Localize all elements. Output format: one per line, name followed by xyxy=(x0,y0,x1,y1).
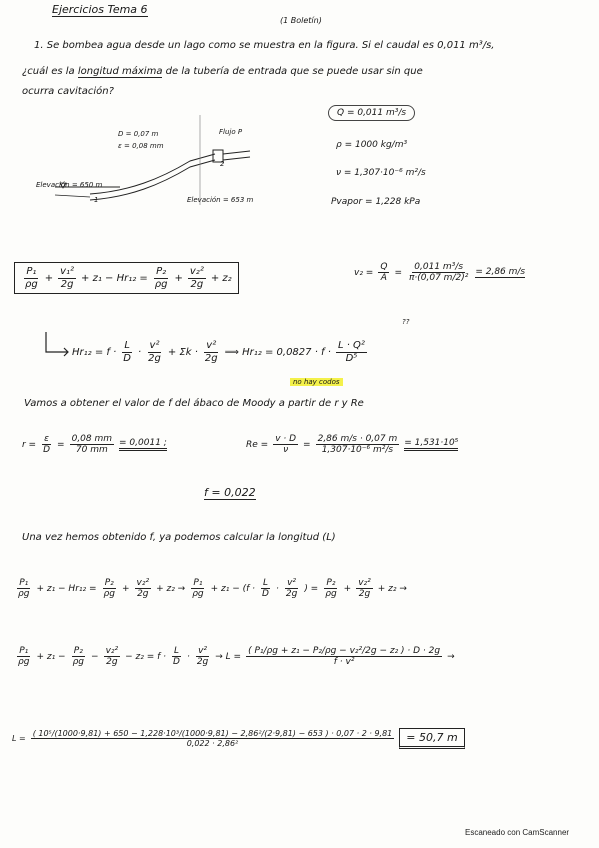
losses-ld-frac xyxy=(121,340,133,364)
step1-2g-b: 2g xyxy=(285,589,298,600)
velocity-q: Q xyxy=(380,262,388,272)
bernoulli-p2-frac xyxy=(153,266,170,290)
step2-p2: P₂ xyxy=(73,646,83,656)
roughness-e: ε xyxy=(44,434,50,444)
roughness-eq: = xyxy=(57,439,65,450)
step2-den: f · v² xyxy=(333,657,355,668)
velocity-den: π·(0,07 m/2)² xyxy=(408,273,469,284)
step2-L-frac xyxy=(246,646,442,668)
losses-note-text: no hay codos xyxy=(290,378,343,386)
velocity-eq: = xyxy=(394,267,402,278)
step1-rg-2: ρg xyxy=(103,589,115,600)
reynolds-nu: ν xyxy=(283,445,289,456)
problem-number: 1. xyxy=(34,40,44,51)
step1-v: v² xyxy=(287,578,297,588)
losses-note xyxy=(290,378,343,386)
reynolds-den: 1,307·10⁻⁶ m²/s xyxy=(321,445,394,456)
losses-v2g-frac xyxy=(146,340,163,364)
ground-line xyxy=(55,195,90,197)
losses-2g: 2g xyxy=(148,352,161,364)
step2-tail: → xyxy=(447,651,455,662)
friction-result xyxy=(204,486,256,499)
step1-p1-frac xyxy=(16,578,31,600)
figure-point-2: 2 xyxy=(220,160,225,168)
step1-rg: ρg xyxy=(18,589,30,600)
length-step-2: $\frac{\text{P₁}}{\rho g}$ + z₁ − $\frac{\text{P₂}}{\rho g}$ − $\frac{\text{v₂²}}{2g}$ − z₂ = f · $\frac{L}{D}$ · $\frac{\text{v²}}{2g}$ → L = $\frac{\text{( P₁/ρg + z₁ − P₂/ρg − v₂²/2g − z₂ ) · D · 2g}}{\text{f · v²}}$ → xyxy=(18,646,455,668)
pipe-figure xyxy=(50,105,280,225)
problem-text-underlined: longitud máxima xyxy=(77,66,163,77)
step2-p2-frac xyxy=(71,646,86,668)
step1-v2-frac xyxy=(135,578,152,600)
losses-arrow-text: ⟹ Hr₁₂ = 0,0827 · f · xyxy=(224,346,331,358)
step3-num: ( 10⁵/(1000·9,81) + 650 − 1,228·10³/(1000·9,81) − 2,86²/(2·9,81) − 653 ) · 0,07 · 2 · 9,81 xyxy=(32,728,393,738)
step2-d: D xyxy=(173,657,180,668)
step2-c: → L = xyxy=(215,651,242,662)
step1-rg-3: ρg xyxy=(192,589,204,600)
velocity-qa-frac xyxy=(378,262,389,284)
step1-p1: P₁ xyxy=(19,578,29,588)
step1-e: + z₂ → xyxy=(377,583,407,594)
bernoulli-2g-2: 2g xyxy=(190,278,204,290)
figure-roughness-label: ε = 0,08 mm xyxy=(118,142,164,150)
velocity-num: 0,011 m³/s xyxy=(414,262,464,272)
step1-c: + z₁ − (f · xyxy=(210,583,256,594)
losses-lq-frac xyxy=(336,340,367,364)
velocity-a: A xyxy=(380,273,387,284)
step2-l: L xyxy=(173,646,179,656)
figure-pump-label: Flujo P xyxy=(219,128,243,136)
step2-num: ( P₁/ρg + z₁ − P₂/ρg − v₂²/2g − z₂ ) · D · 2g xyxy=(248,646,441,656)
bernoulli-rhog-2: ρg xyxy=(154,278,168,290)
losses-question: ?? xyxy=(402,318,410,326)
roughness-d: D xyxy=(43,445,51,456)
losses-2g-b: 2g xyxy=(204,352,218,364)
bernoulli-p1: P₁ xyxy=(26,266,37,277)
step1-a: + z₁ − Hr₁₂ = xyxy=(36,583,97,594)
losses-d: D xyxy=(123,352,131,364)
velocity-lhs: v₂ = xyxy=(354,267,374,278)
losses-equation: Hr₁₂ = f · $\frac{L}{D}$ · $\frac{\text{v²}}{2g}$ + Σk · $\frac{\text{v²}}{2g}$ ⟹ Hr₁₂ = 0,0827 · f · $\frac{\text{L · Q²}}{\text{D⁵}}$ xyxy=(72,340,365,364)
step1-p2-frac xyxy=(102,578,117,600)
step2-v2-frac xyxy=(104,646,121,668)
given-density: ρ = 1000 kg/m³ xyxy=(336,140,408,150)
losses-arrow-icon xyxy=(42,330,72,360)
velocity-equation xyxy=(354,262,525,284)
reynolds-result: = 1,531·10⁵ xyxy=(404,438,458,451)
bernoulli-p2: P₂ xyxy=(156,266,167,277)
losses-l: L xyxy=(124,340,130,351)
given-viscosity: ν = 1,307·10⁻⁶ m²/s xyxy=(336,168,426,178)
length-intro: Una vez hemos obtenido f, ya podemos calcular la longitud (L) xyxy=(22,532,336,543)
problem-line-1 xyxy=(34,40,494,51)
outlet-pipe xyxy=(223,151,250,160)
step2-rg-2: ρg xyxy=(72,657,85,668)
step3-den: 0,022 · 2,86² xyxy=(186,739,239,748)
bernoulli-v2-frac xyxy=(188,266,206,290)
bernoulli-v2sq: v₂² xyxy=(189,266,204,277)
figure-point-1: 1 xyxy=(94,196,99,204)
reynolds-num-frac xyxy=(316,434,400,456)
step1-d-text: ) = xyxy=(304,583,319,594)
step1-rg-4: ρg xyxy=(325,589,337,600)
step1-l: L xyxy=(263,578,269,588)
roughness-num: 0,08 mm xyxy=(71,434,113,444)
losses-sumk: + Σk · xyxy=(167,346,198,358)
bernoulli-mid: + z₁ − Hr₁₂ = xyxy=(81,272,148,284)
given-vapor-pressure: Pvapor = 1,228 kPa xyxy=(331,197,421,207)
step1-ld-frac xyxy=(260,578,271,600)
roughness-num-frac xyxy=(70,434,114,456)
losses-v2: v² xyxy=(149,340,160,351)
roughness-equation xyxy=(22,434,167,456)
step1-p1-frac-2 xyxy=(190,578,205,600)
problem-line-2 xyxy=(22,66,423,77)
step1-v2-frac-2 xyxy=(356,578,373,600)
reynolds-equation xyxy=(246,434,458,456)
bernoulli-2g-1: 2g xyxy=(60,278,74,290)
step2-2g: 2g xyxy=(106,657,118,668)
bernoulli-z2: + z₂ xyxy=(210,272,232,284)
step1-v2: v₂² xyxy=(136,578,150,588)
reynolds-num: 2,86 m/s · 0,07 m xyxy=(317,434,398,444)
figure-elevation-left: Elevación = 650 m xyxy=(36,181,103,189)
step1-2g-c: 2g xyxy=(358,589,371,600)
bernoulli-p1-frac xyxy=(23,266,40,290)
step1-p2-frac-2 xyxy=(323,578,338,600)
length-step-1: $\frac{\text{P₁}}{\rho g}$ + z₁ − Hr₁₂ = $\frac{\text{P₂}}{\rho g}$ + $\frac{\text{v₂²}}{2g}$ + z₂ → $\frac{\text{P₁}}{\rho g}$ + z₁ − (f · $\frac{L}{D}$ · $\frac{\text{v²}}{2g}$ ) = $\frac{\text{P₂}}{\rho g}$ + $\frac{\text{v₂²}}{2g}$ + z₂ → xyxy=(18,578,407,600)
figure-elevation-pump: Elevación = 653 m xyxy=(187,196,254,204)
step3-frac xyxy=(31,729,395,748)
bernoulli-v1sq: v₁² xyxy=(60,266,75,277)
bernoulli-box: $\frac{\text{P₁}}{\rho g}$ + $\frac{\text{v₁²}}{2g}$ + z₁ − Hr₁₂ = $\frac{\text{P₂}}{\rho g}$ + $\frac{\text{v₂²}}{2g}$ + z₂ xyxy=(14,262,239,294)
step1-p2: P₂ xyxy=(104,578,114,588)
bernoulli-rhog-1: ρg xyxy=(25,278,38,290)
friction-result-text: f = 0,022 xyxy=(204,486,256,499)
step1-v2-b: v₂² xyxy=(358,578,371,588)
roughness-den: 70 mm xyxy=(75,445,108,456)
losses-start: Hr₁₂ = f · xyxy=(72,346,117,358)
step1-p2-b: P₂ xyxy=(326,578,336,588)
step1-b: + z₂ → xyxy=(156,583,186,594)
pipe-upper xyxy=(90,154,215,194)
step1-2g: 2g xyxy=(137,589,149,600)
step2-p1-frac xyxy=(16,646,31,668)
step3-L: L = xyxy=(12,734,26,743)
step2-2g-b: 2g xyxy=(196,657,209,668)
step1-d: D xyxy=(262,589,269,600)
velocity-result: = 2,86 m/s xyxy=(475,267,526,278)
losses-d5: D⁵ xyxy=(345,352,358,364)
losses-v2-b: v² xyxy=(206,340,217,351)
step3-result: = 50,7 m xyxy=(399,728,464,749)
roughness-r: r = xyxy=(22,439,37,450)
step1-vg-frac xyxy=(284,578,299,600)
step2-a: + z₁ − xyxy=(36,651,66,662)
length-step-3 xyxy=(12,728,465,749)
reynolds-vd: v · D xyxy=(275,434,297,444)
step2-b: − z₂ = f · xyxy=(125,651,166,662)
step2-vg-frac xyxy=(195,646,210,668)
problem-text-1: Se bombea agua desde un lago como se muestra en la figura. Si el caudal es 0,011 m³/s, xyxy=(46,40,495,51)
problem-text-2-rest: de la tubería de entrada que se puede usar sin que xyxy=(165,66,423,77)
reynolds-re: Re = xyxy=(246,439,269,450)
figure-diameter-label: D = 0,07 m xyxy=(118,130,159,138)
problem-text-2: ¿cuál es la xyxy=(22,66,75,77)
losses-v2g-frac-2 xyxy=(203,340,220,364)
roughness-ed-frac xyxy=(41,434,52,456)
roughness-result: = 0,0011 ; xyxy=(119,438,167,451)
reynolds-vd-frac xyxy=(273,434,298,456)
step2-v2: v₂² xyxy=(105,646,119,656)
step1-p1-b: P₁ xyxy=(193,578,203,588)
problem-line-3: ocurra cavitación? xyxy=(22,86,114,97)
page-title-text: Ejercicios Tema 6 xyxy=(52,3,148,16)
moody-text: Vamos a obtener el valor de f del ábaco de Moody a partir de r y Re xyxy=(24,398,364,409)
velocity-num-frac xyxy=(407,262,470,284)
step2-ld-frac xyxy=(171,646,182,668)
step2-p1: P₁ xyxy=(19,646,29,656)
bernoulli-v1-frac xyxy=(58,266,76,290)
scanner-watermark: Escaneado con CamScanner xyxy=(465,828,570,837)
step2-v: v² xyxy=(198,646,207,656)
step2-rg: ρg xyxy=(18,657,30,668)
page-subtitle: (1 Boletín) xyxy=(280,16,322,25)
bernoulli-equation xyxy=(14,262,239,294)
reynolds-eq: = xyxy=(303,439,311,450)
page-title xyxy=(52,3,148,16)
losses-lq: L · Q² xyxy=(337,340,365,351)
given-flow xyxy=(328,108,415,118)
given-flow-text: Q = 0,011 m³/s xyxy=(328,105,415,121)
